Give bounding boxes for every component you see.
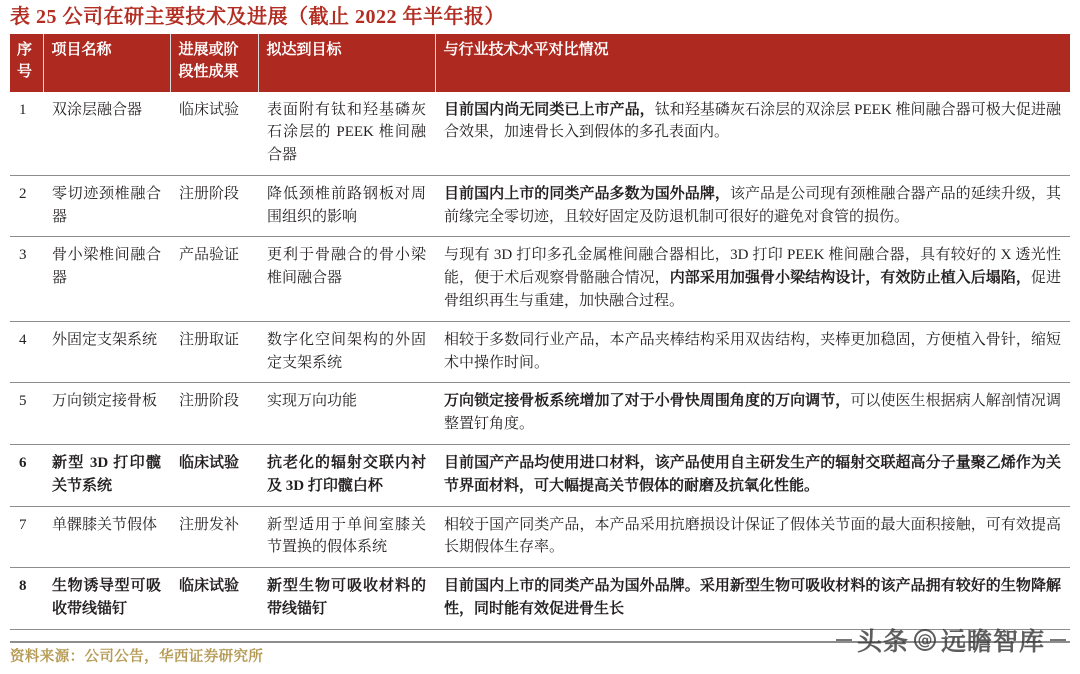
cell-stage: 注册取证 — [170, 321, 258, 383]
watermark — [836, 622, 1066, 658]
table-header-row — [10, 34, 1070, 92]
cell-project-name: 新型 3D 打印髋关节系统 — [43, 445, 170, 507]
cell-stage: 注册发补 — [170, 506, 258, 568]
cell-project-name: 生物诱导型可吸收带线锚钉 — [43, 568, 170, 630]
table-row — [10, 383, 1070, 445]
comparison-text-emphasis: 万向锁定接骨板系统增加了对于小骨快周围角度的万向调节， — [444, 393, 851, 410]
cell-comparison — [435, 237, 1070, 321]
comparison-text-rest: 钛和羟基磷灰石涂层的双涂层 PEEK 椎间融合器可极大促进融合效果，加速骨长入到假体的多孔表面内。 — [444, 101, 1061, 141]
cell-goal: 数字化空间架构的外固定支架系统 — [258, 321, 435, 383]
cell-project-name: 外固定支架系统 — [43, 321, 170, 383]
comparison-text-rest: 该产品是公司现有颈椎融合器产品的延续升级，其前缘完全零切迹，且较好固定及防退机制可很好的避免对食管的损伤。 — [444, 185, 1061, 225]
cell-goal: 实现万向功能 — [258, 383, 435, 445]
table-row — [10, 506, 1070, 568]
cell-comparison — [435, 506, 1070, 568]
comparison-text-emphasis: 内部采用加强骨小梁结构设计，有效防止植入后塌陷， — [669, 270, 1031, 287]
comparison-text-rest: 相较于多数同行业产品，本产品夹棒结构采用双齿结构，夹棒更加稳固，方便植入骨针，缩短术中操作时间。 — [444, 331, 1061, 371]
cell-comparison — [435, 445, 1070, 507]
watermark-strike-right — [1050, 639, 1066, 641]
research-progress-table-wrapper — [10, 34, 1070, 630]
comparison-text-emphasis: 目前国内上市的同类产品多数为国外品牌， — [444, 185, 730, 202]
cell-project-name: 零切迹颈椎融合器 — [43, 175, 170, 237]
cell-comparison — [435, 321, 1070, 383]
comparison-text-emphasis: 目前国内尚无同类已上市产品， — [444, 101, 655, 118]
column-header-stage: 进展或阶段性成果 — [170, 34, 258, 92]
cell-no: 5 — [10, 383, 43, 445]
comparison-text-rest: 目前国产产品均使用进口材料，该产品使用自主研发生产的辐射交联超高分子量聚乙烯作为关节界面材料，可大幅提高关节假体的耐磨及抗氧化性能。 — [444, 455, 1061, 494]
comparison-text-rest: 可以使医生根据病人解剖情况调整置钉角度。 — [444, 393, 1061, 433]
table-row — [10, 321, 1070, 383]
cell-stage: 注册阶段 — [170, 383, 258, 445]
watermark-left-text: 头条 — [856, 627, 909, 656]
cell-project-name: 双涂层融合器 — [43, 92, 170, 176]
cell-comparison — [435, 568, 1070, 630]
cell-goal: 更利于骨融合的骨小梁椎间融合器 — [258, 237, 435, 321]
cell-stage: 产品验证 — [170, 237, 258, 321]
cell-no: 8 — [10, 568, 43, 630]
cell-stage: 注册阶段 — [170, 175, 258, 237]
cell-comparison — [435, 383, 1070, 445]
cell-project-name: 单髁膝关节假体 — [43, 506, 170, 568]
table-row — [10, 237, 1070, 321]
watermark-strike-left — [836, 639, 852, 641]
watermark-right-text: 远瞻智库 — [940, 627, 1045, 656]
cell-no: 1 — [10, 92, 43, 176]
column-header-no: 序号 — [10, 34, 43, 92]
table-row — [10, 92, 1070, 176]
figure-title: 表 25 公司在研主要技术及进展（截止 2022 年半年报） — [10, 6, 505, 28]
cell-no: 4 — [10, 321, 43, 383]
cell-comparison — [435, 175, 1070, 237]
cell-goal: 新型生物可吸收材料的带线锚钉 — [258, 568, 435, 630]
cell-stage: 临床试验 — [170, 568, 258, 630]
comparison-text-rest: 目前国内上市的同类产品为国外品牌。采用新型生物可吸收材料的该产品拥有较好的生物降解性，同时能有效促进骨生长 — [444, 578, 1061, 618]
cell-no: 2 — [10, 175, 43, 237]
table-row — [10, 175, 1070, 237]
cell-stage: 临床试验 — [170, 445, 258, 507]
research-progress-table — [10, 34, 1070, 630]
column-header-comparison: 与行业技术水平对比情况 — [435, 34, 1070, 92]
cell-goal: 新型适用于单间室膝关节置换的假体系统 — [258, 506, 435, 568]
column-header-project-name: 项目名称 — [43, 34, 170, 92]
comparison-text-rest: 相较于国产同类产品，本产品采用抗磨损设计保证了假体关节面的最大面积接触，可有效提高长期假体生存率。 — [444, 516, 1061, 556]
table-header — [10, 34, 1070, 92]
column-header-goal: 拟达到目标 — [258, 34, 435, 92]
cell-project-name: 万向锁定接骨板 — [43, 383, 170, 445]
comparison-text-pre: 与现有 3D 打印多孔金属椎间融合器相比，3D 打印 PEEK 椎间融合器，具有较好的 X 透光性能，便于术后观察骨骼融合情况， — [444, 247, 1061, 287]
cell-no: 7 — [10, 506, 43, 568]
cell-comparison — [435, 92, 1070, 176]
cell-goal: 表面附有钛和羟基磷灰石涂层的 PEEK 椎间融合器 — [258, 92, 435, 176]
comparison-text-rest: 促进骨组织再生与重建，加快融合过程。 — [444, 270, 1061, 310]
cell-goal: 降低颈椎前路钢板对周围组织的影响 — [258, 175, 435, 237]
source-note: 资料来源：公司公告，华西证券研究所 — [10, 649, 264, 665]
cell-project-name: 骨小梁椎间融合器 — [43, 237, 170, 321]
table-body — [10, 92, 1070, 630]
cell-goal: 抗老化的辐射交联内衬及 3D 打印髋白杯 — [258, 445, 435, 507]
at-sign-icon: @ — [914, 629, 936, 651]
table-row — [10, 568, 1070, 630]
cell-no: 3 — [10, 237, 43, 321]
cell-stage: 临床试验 — [170, 92, 258, 176]
cell-no: 6 — [10, 445, 43, 507]
table-row — [10, 445, 1070, 507]
